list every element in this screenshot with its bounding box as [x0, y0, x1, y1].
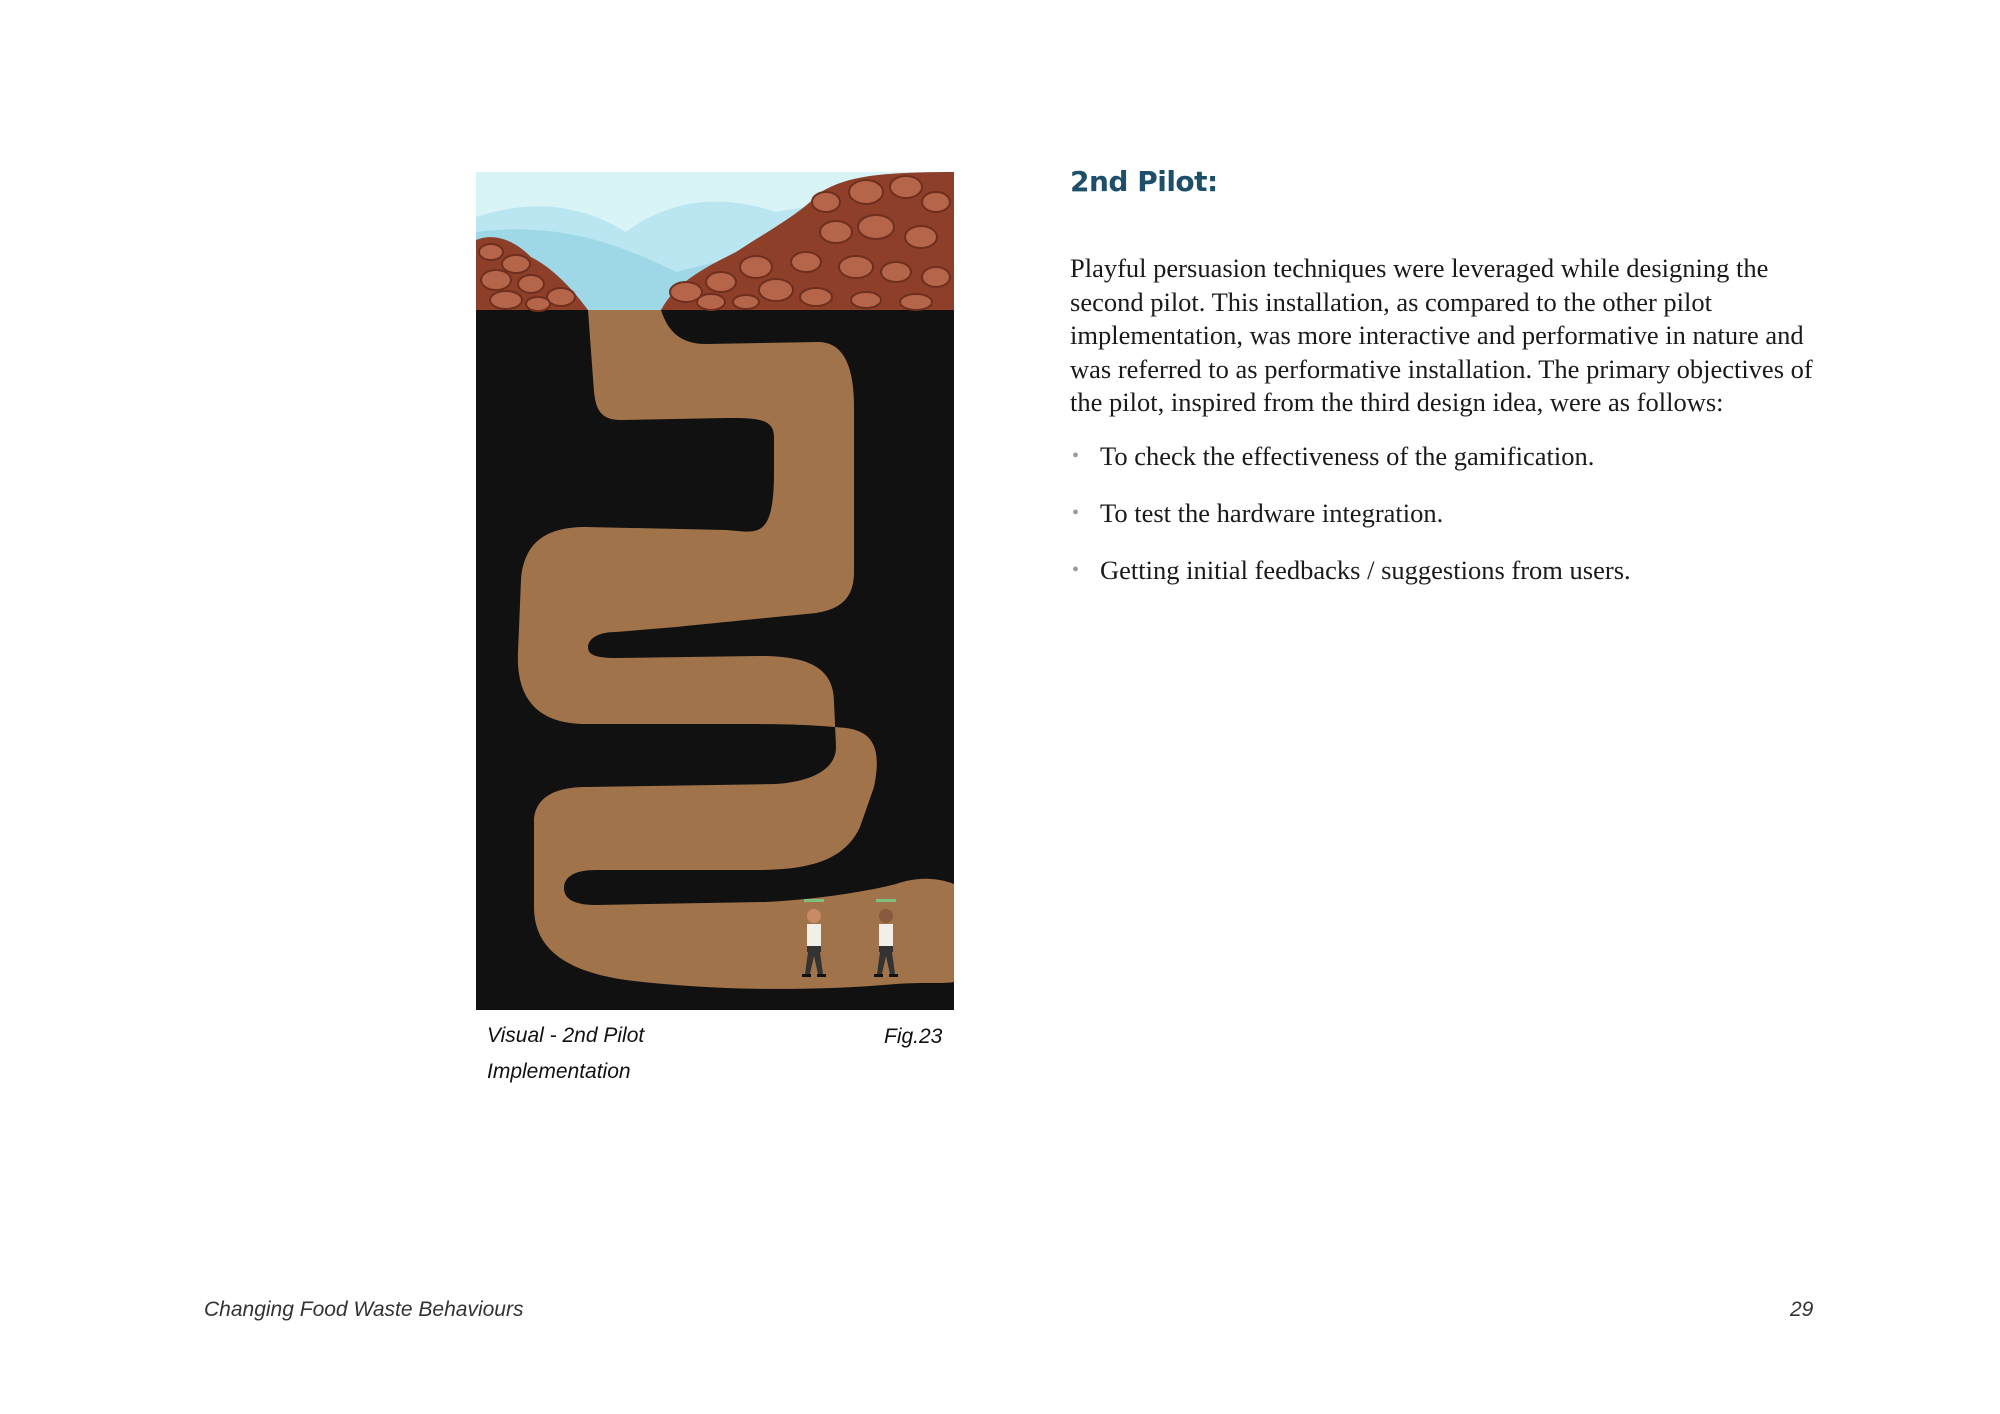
list-item-text: To test the hardware integration. — [1100, 498, 1444, 528]
list-item — [1070, 497, 1820, 530]
list-item-text: Getting initial feedbacks / suggestions from users. — [1100, 555, 1631, 585]
bullet-icon: • — [1072, 445, 1080, 467]
bullet-icon: • — [1072, 502, 1080, 524]
section-paragraph: Playful persuasion techniques were leveraged while designing the second pilot. This installation, as compared to the other pilot implementation, was more interactive and performative in nature and was referred to as performative installation. The primary objectives of the pilot, inspired from the third design idea, were as follows: — [1070, 253, 1813, 417]
footer-title: Changing Food Waste Behaviours — [204, 1298, 524, 1321]
list-item — [1070, 440, 1820, 473]
objectives-list — [1070, 440, 1820, 611]
list-item — [1070, 554, 1820, 587]
page-number: 29 — [1790, 1298, 1814, 1321]
list-item-text: To check the effectiveness of the gamification. — [1100, 441, 1595, 471]
figure-caption: Visual - 2nd Pilot Implementation — [487, 1024, 645, 1083]
pilot-visual-illustration — [476, 172, 954, 1010]
bullet-icon: • — [1072, 559, 1080, 581]
section-heading: 2nd Pilot: — [1070, 165, 1218, 198]
figure-label: Fig.23 — [884, 1025, 943, 1048]
